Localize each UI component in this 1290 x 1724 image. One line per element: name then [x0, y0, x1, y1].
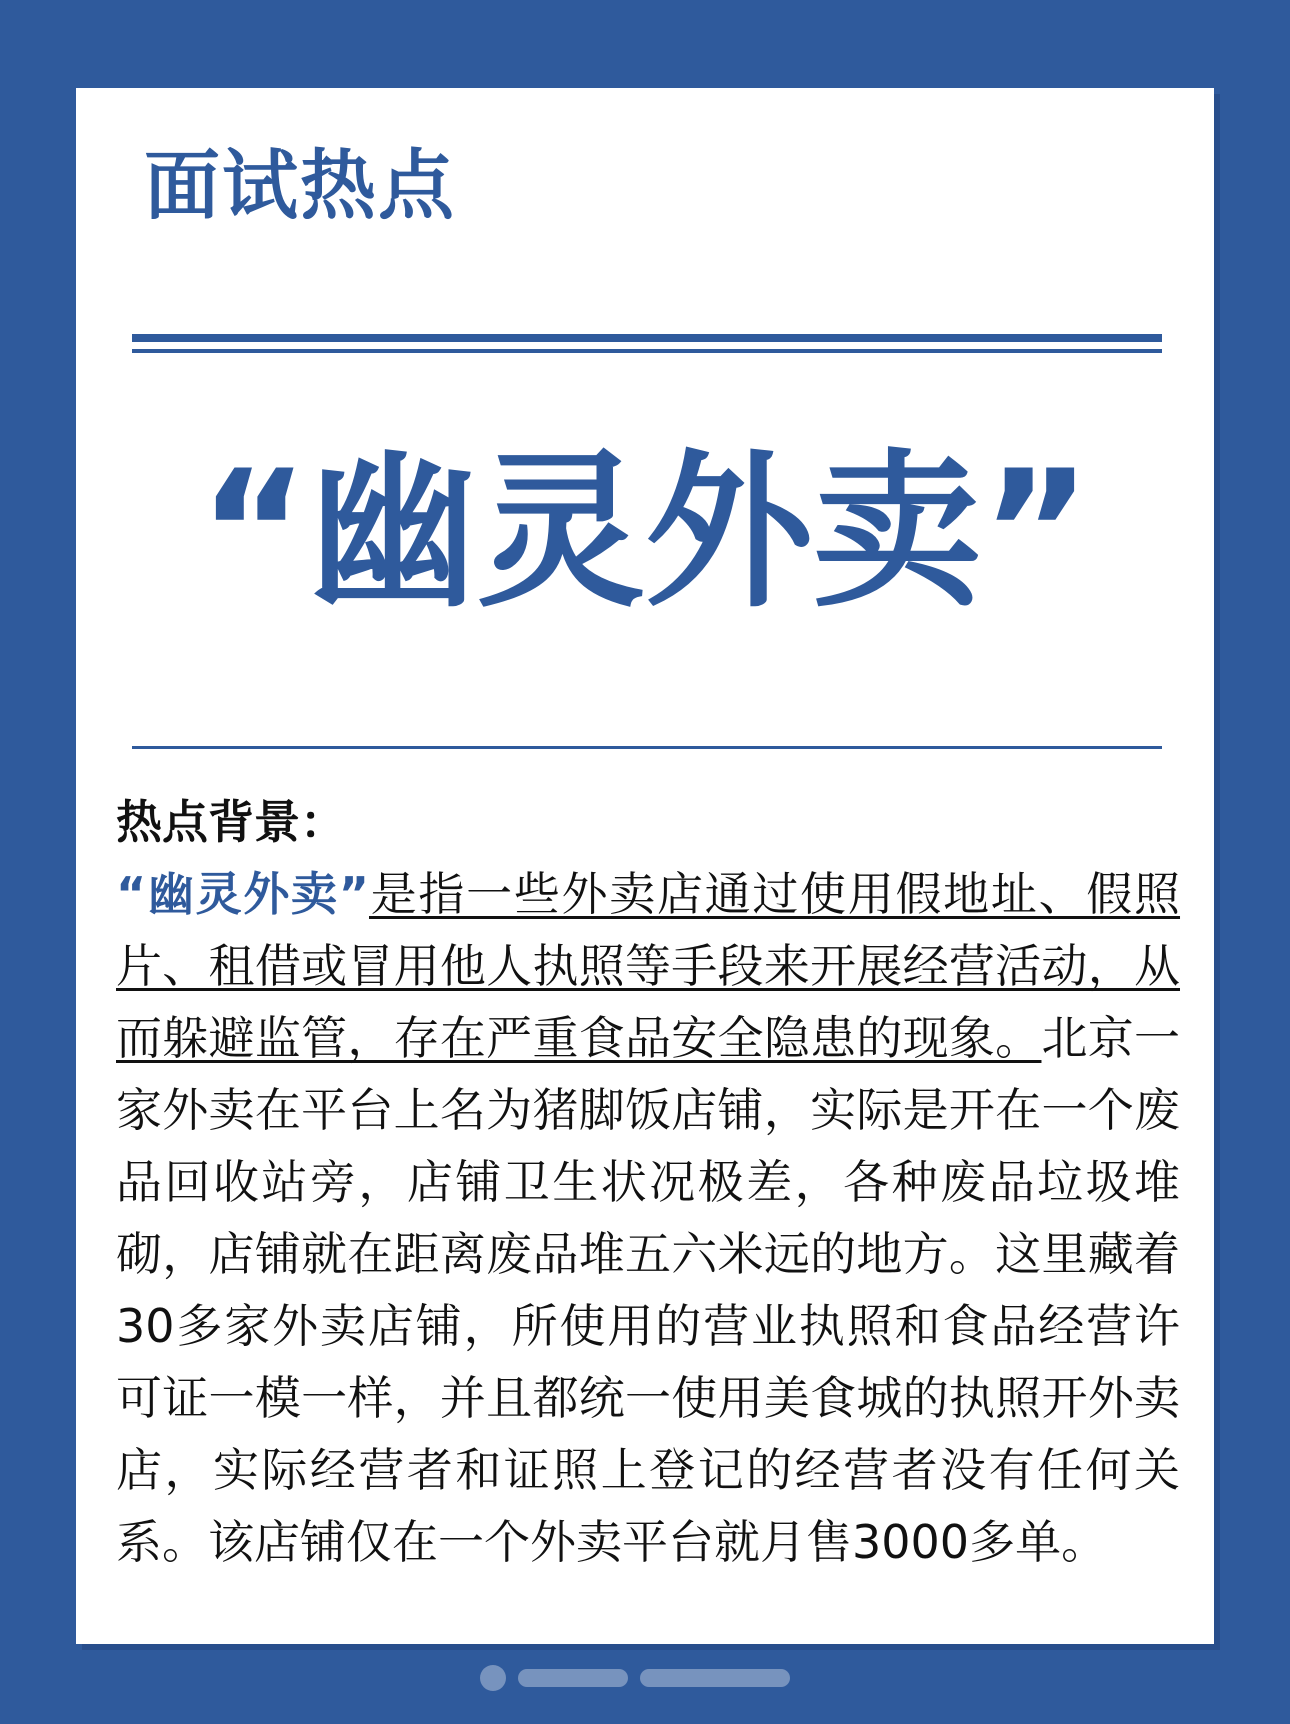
- headline-title: “幽灵外卖”: [198, 434, 1092, 630]
- background-details: 北京一家外卖在平台上名为猪脚饭店铺，实际是开在一个废品回收站旁，店铺卫生状况极差，各种废品垃圾堆砌，店铺就在距离废品堆五六米远的地方。这里藏着30多家外卖店铺，所使用的营业执照和食品经营许可证一模一样，并且都统一使用美食城的执照开外卖店，实际经营者和证照上登记的经营者没有任何关系。该店铺仅在一个外卖平台就月售3000多单。: [116, 1011, 1181, 1569]
- double-divider: [132, 334, 1162, 356]
- watermark-text-blur: [640, 1669, 790, 1687]
- highlighted-term: “幽灵外卖”: [116, 867, 369, 921]
- article-body: [116, 786, 1180, 1578]
- single-divider: [132, 746, 1162, 749]
- watermark-text-blur: [518, 1669, 628, 1687]
- divider-thick-line: [132, 334, 1162, 342]
- watermark: [480, 1658, 810, 1698]
- section-label: 热点背景：: [116, 795, 346, 849]
- divider-thin-line: [132, 349, 1162, 353]
- section-kicker: 面试热点: [144, 141, 456, 230]
- watermark-logo-icon: [480, 1665, 506, 1691]
- term-definition: 是指一些外卖店通过使用假地址、假照片、租借或冒用他人执照等手段来开展经营活动，从而躲避监管，存在严重食品安全隐患的现象。: [116, 867, 1181, 1065]
- content-card: [76, 88, 1214, 1644]
